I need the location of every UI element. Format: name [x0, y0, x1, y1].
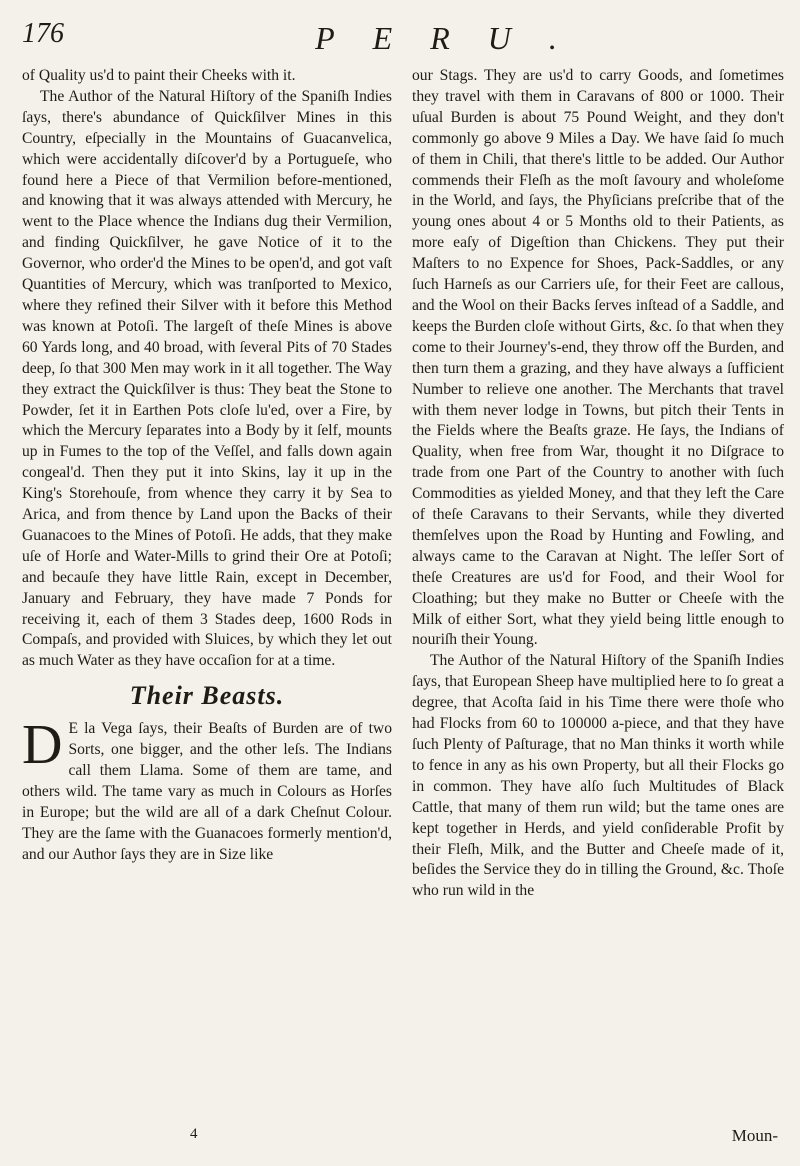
catchword: Moun- — [731, 1126, 778, 1145]
signature-mark: 4 — [190, 1126, 198, 1142]
page-number: 176 — [22, 18, 64, 49]
right-column — [412, 66, 784, 902]
section-title: Their Beasts. — [129, 681, 285, 711]
paragraph-with-dropcap — [22, 714, 392, 865]
drop-cap: D — [22, 714, 63, 777]
paragraph: our Stags. They are us'd to carry Goods, and ſometimes they travel with them in Caravans of 800 or 1000. Their uſual Burden is about 75 Pound Weight, and they don't commonly go above 9 Miles a Day. We have ſaid ſo much of them in Chili, that there's little to be added. Our Author commends their Fleſh as the moſt ſavoury and wholeſome in the World, and ſays, the Phyſicians preſcribe that of the young ones about 4 or 5 Months old to their Patients, as more eaſy of Digeſtion than Chickens. They put their Maſters to no Expence for Shoes, Pack-Saddles, or any ſuch Harneſs as our Carriers uſe, for their Feet are callous, and the Wool on their Backs ſerves inſtead of a Saddle, and keeps the Burden cloſe without Girts, &c. ſo that when they come to their Journey's-end, they throw off the Burden, and then turn them a grazing, and they have always a ſufficient Number to relieve one another. The Merchants that travel with them never lodge in Towns, but pitch their Tents in the Fields where the Beaſts graze. He ſays, the Indians of Quality, when free from War, thought it no Diſgrace to trade from one Part of the Country to another with ſuch Commodities as yielded Money, and that they left the Care of theſe Caravans to their Servants, while they diverted themſelves upon the Road by Hunting and Fowling, and always came to the Caravan at Night. The leſſer Sort of theſe Creatures are us'd for Food, and their Wool for Cloathing; but they make no Butter or Cheeſe with the Milk of either Sort, what they yield being little enough to nouriſh their Young. — [412, 67, 784, 649]
running-head: PERU. — [315, 20, 595, 56]
paragraph: The Author of the Natural Hiſtory of the Spaniſh Indies ſays, that European Sheep have multiplied here to ſo great a degree, that Acoſta ſaid in his Time there were thoſe who had Flocks from 60 to 100000 a-piece, and that they have ſuch Plenty of Paſturage, that no Man thinks it worth while to fence in any as his own Property, but all their Flocks go in common. They have alſo ſuch Multitudes of Black Cattle, that many of them run wild; but the tame ones are kept together in Herds, and yield conſiderable Profit by their Fleſh, Milk, and the Butter and Cheeſe made of it, beſides the Service they do in tilling the Ground, &c. Thoſe who run wild in the — [412, 652, 784, 900]
left-column — [22, 66, 392, 866]
page-header — [22, 18, 778, 58]
paragraph: of Quality us'd to paint their Cheeks with it. — [22, 67, 296, 84]
paragraph: The Author of the Natural Hiſtory of the Spaniſh Indies ſays, there's abundance of Quickſilver Mines in this Country, eſpecially in the Mountains of Guacanvelica, which were accidentally diſcover'd by a Portugueſe, who found here a Piece of that Vermilion before-mentioned, and knowing that it was always attended with Mercury, he went to the Place whence the Indians dug their Vermilion, and finding Quickſilver, he gave Notice of it to the Governor, who order'd the Mines to be open'd, and got vaſt Quantities of Mercury, which was tranſported to Mexico, where they refined their Silver with it before this Method was known at Potoſi. The largeſt of theſe Mines is above 60 Yards long, and 40 broad, with ſeveral Pits of 70 Stades deep, ſo that 300 Men may work in it all together. The Way they extract the Quickſilver is thus: They beat the Stone to Powder, ſet it in Earthen Pots cloſe lu'ed, over a Fire, by which the Mercury ſeparates into a Body by it ſelf, mounts up in Fumes to the top of the Veſſel, and falls down again congeal'd. Then they put it into Skins, lay it up in the King's Storehouſe, from whence they carry it by Sea to Arica, and from thence by Land upon the Backs of their Guanacoes to the Mines of Potoſi. He adds, that they make uſe of Horſe and Water-Mills to grind their Ore at Potoſi; and becauſe they have little Rain, except in December, January and February, they have made 7 Ponds for receiving it, each of them 3 Stades deep, 1600 Rods in Compaſs, and provided with Sluices, by which they let out as much Water as they have occaſion for at a time. — [22, 87, 392, 670]
paragraph-text: E la Vega ſays, their Beaſts of Burden are of two Sorts, one bigger, and the other leſs. The Indians call them Llama. Some of them are tame, and others wild. The tame vary as much in Colours as Horſes in Europe; but the wild are all of a dark Cheſnut Colour. They are the ſame with the Guanacoes formerly mention'd, and our Author ſays they are in Size like — [22, 720, 392, 863]
